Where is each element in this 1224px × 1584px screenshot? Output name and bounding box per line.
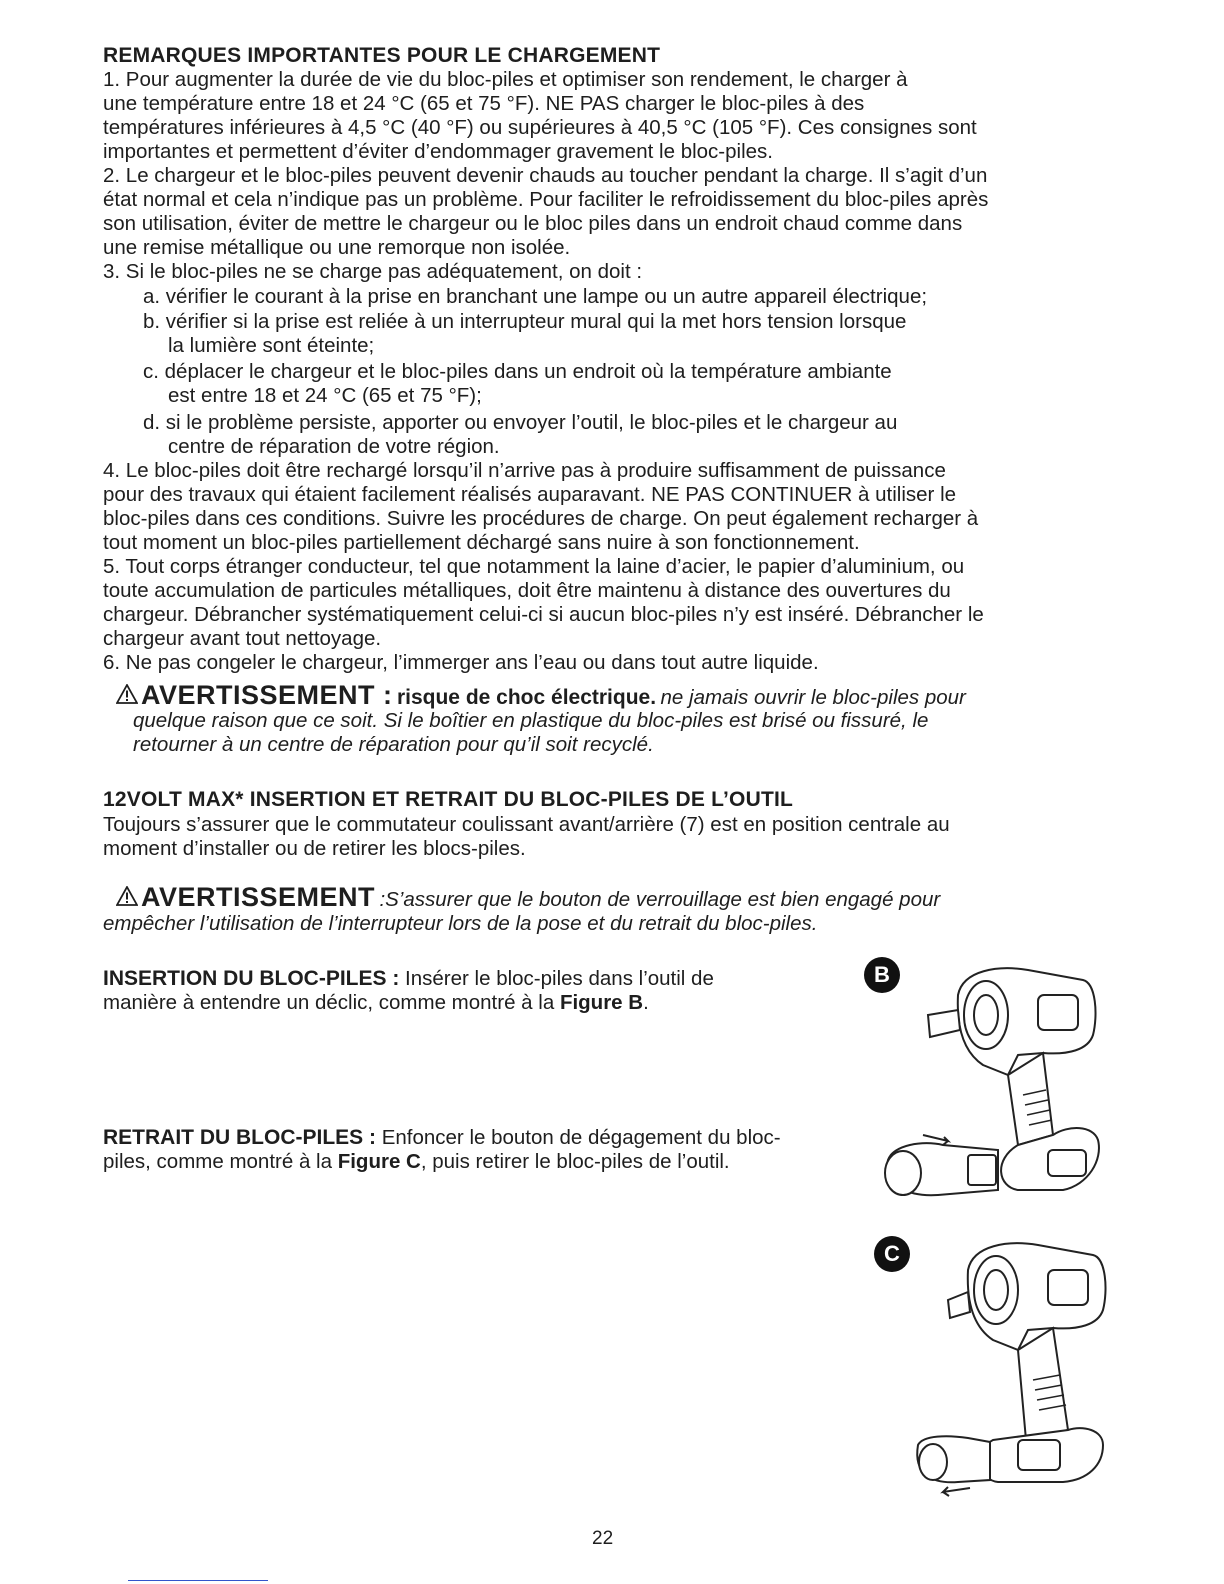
text-line: c. déplacer le chargeur et le bloc-piles dans un endroit où la température ambiante — [143, 360, 892, 383]
text-line: toute accumulation de particules métalliques, doit être maintenu à distance des ouvertures du — [103, 579, 951, 602]
removal-text: Enfoncer le bouton de dégagement du bloc- — [381, 1126, 781, 1149]
removal-label: RETRAIT DU BLOC-PILES : — [103, 1126, 376, 1149]
warning-triangle-icon — [116, 886, 138, 906]
text-line: 6. Ne pas congeler le chargeur, l’immerger ans l’eau ou dans tout autre liquide. — [103, 651, 819, 674]
warning-bold-text: risque de choc électrique. — [396, 686, 657, 709]
warning-electric-shock — [116, 680, 966, 711]
insertion-instruction — [103, 967, 714, 991]
text-line: son utilisation, éviter de mettre le chargeur ou le bloc piles dans un endroit chaud comme dans — [103, 212, 963, 235]
drill-removal-figure — [878, 1230, 1108, 1500]
text-line: Toujours s’assurer que le commutateur coulissant avant/arrière (7) est en position centrale au — [103, 813, 950, 836]
text-line: pour des travaux qui étaient facilement réalisés auparavant. NE PAS CONTINUER à utiliser le — [103, 483, 957, 506]
drill-insertion-figure — [868, 955, 1108, 1205]
warning-text-line: retourner à un centre de réparation pour qu’il soit recyclé. — [133, 733, 654, 756]
text-line: moment d’installer ou de retirer les blocs-piles. — [103, 837, 526, 860]
text-line: une température entre 18 et 24 °C (65 et 75 °F). NE PAS charger le bloc-piles à des — [103, 92, 865, 115]
text-line: d. si le problème persiste, apporter ou envoyer l’outil, le bloc-piles et le chargeur au — [143, 411, 898, 434]
text-line: chargeur. Débrancher systématiquement celui-ci si aucun bloc-piles n’y est inséré. Débrancher le — [103, 603, 984, 626]
text-line: chargeur avant tout nettoyage. — [103, 627, 382, 650]
text-line: 1. Pour augmenter la durée de vie du bloc-piles et optimiser son rendement, le charger à — [103, 68, 908, 91]
text: . — [643, 991, 649, 1014]
text-line: état normal et cela n’indique pas un problème. Pour faciliter le refroidissement du bloc-piles après — [103, 188, 989, 211]
text-line: une remise métallique ou une remorque non isolée. — [103, 236, 571, 259]
warning-italic-text: :S’assurer que le bouton de verrouillage est bien engagé pour — [379, 888, 941, 911]
text-line: la lumière sont éteinte; — [168, 334, 375, 357]
text-line: b. vérifier si la prise est reliée à un interrupteur mural qui la met hors tension lorsque — [143, 310, 907, 333]
text-line: températures inférieures à 4,5 °C (40 °F) ou supérieures à 40,5 °C (105 °F). Ces consignes sont — [103, 116, 977, 139]
section-title-insertion: 12VOLT MAX* INSERTION ET RETRAIT DU BLOC-PILES DE L’OUTIL — [103, 788, 794, 811]
figure-b-reference: Figure B — [559, 991, 644, 1014]
warning-lock-button — [116, 882, 940, 913]
text-line: 3. Si le bloc-piles ne se charge pas adéquatement, on doit : — [103, 260, 643, 283]
footer-rule — [128, 1580, 268, 1581]
text-line: 2. Le chargeur et le bloc-piles peuvent devenir chauds au toucher pendant la charge. Il s’agit d’un — [103, 164, 988, 187]
warning-triangle-icon — [116, 684, 138, 704]
removal-instruction — [103, 1126, 781, 1150]
text-line: 4. Le bloc-piles doit être rechargé lorsqu’il n’arrive pas à produire suffisamment de puissance — [103, 459, 946, 482]
warning-italic-text: ne jamais ouvrir le bloc-piles pour — [660, 686, 966, 709]
text: manière à entendre un déclic, comme montré à la — [103, 991, 560, 1014]
text-line: importantes et permettent d’éviter d’endommager gravement le bloc-piles. — [103, 140, 773, 163]
warning-label: AVERTISSEMENT : — [141, 680, 393, 710]
text-line: centre de réparation de votre région. — [168, 435, 500, 458]
text-line: a. vérifier le courant à la prise en branchant une lampe ou un autre appareil électrique; — [143, 285, 928, 308]
text-line: est entre 18 et 24 °C (65 et 75 °F); — [168, 384, 482, 407]
figure-c-badge: C — [874, 1236, 910, 1272]
text-line: bloc-piles dans ces conditions. Suivre les procédures de charge. On peut également recharger à — [103, 507, 979, 530]
insertion-instruction-line2 — [103, 991, 649, 1015]
removal-instruction-line2 — [103, 1150, 730, 1174]
warning-text-line: empêcher l’utilisation de l’interrupteur lors de la pose et du retrait du bloc-piles. — [103, 912, 818, 935]
text-line: 5. Tout corps étranger conducteur, tel que notamment la laine d’acier, le papier d’aluminium, ou — [103, 555, 965, 578]
text: piles, comme montré à la — [103, 1150, 338, 1173]
figure-b-badge: B — [864, 957, 900, 993]
section-title-charging: REMARQUES IMPORTANTES POUR LE CHARGEMENT — [103, 44, 661, 67]
insertion-text: Insérer le bloc-piles dans l’outil de — [405, 967, 714, 990]
warning-label: AVERTISSEMENT — [141, 882, 376, 912]
page-number: 22 — [592, 1528, 614, 1549]
insertion-label: INSERTION DU BLOC-PILES : — [103, 967, 400, 990]
figure-c-reference: Figure C — [337, 1150, 421, 1173]
text: , puis retirer le bloc-piles de l’outil. — [420, 1150, 730, 1173]
warning-text-line: quelque raison que ce soit. Si le boîtier en plastique du bloc-piles est brisé ou fissuré, le — [133, 709, 929, 732]
text-line: tout moment un bloc-piles partiellement déchargé sans nuire à son fonctionnement. — [103, 531, 860, 554]
